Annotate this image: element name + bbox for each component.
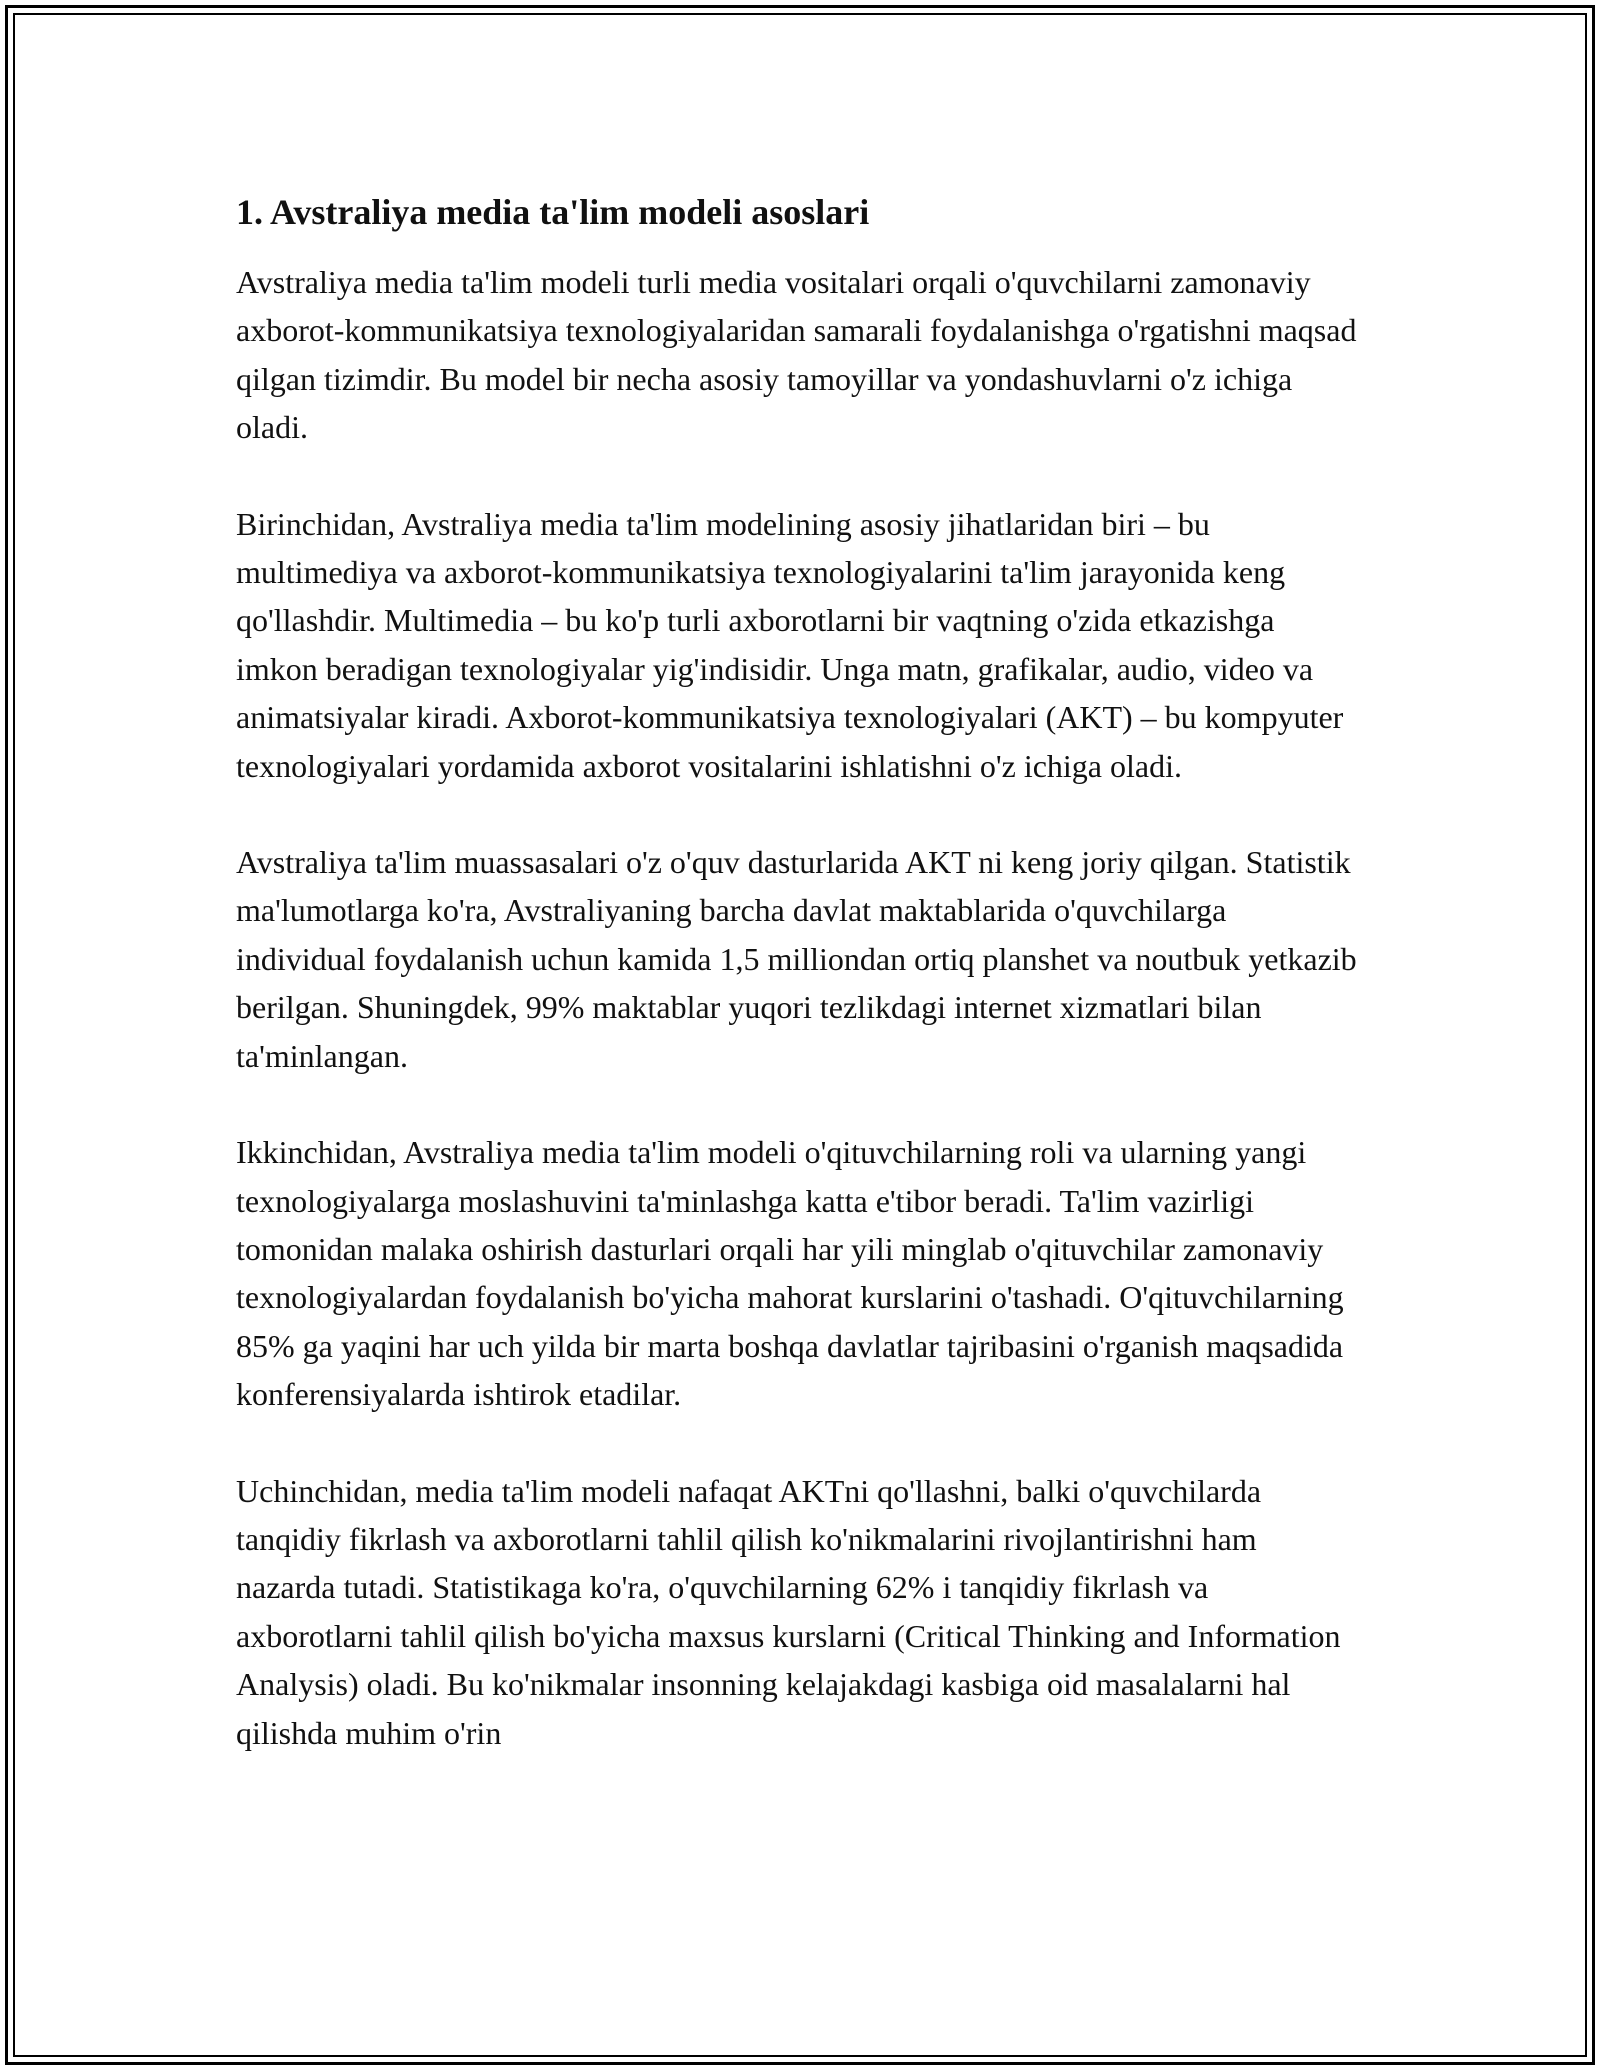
document-body xyxy=(236,188,1364,1757)
paragraph-intro: Avstraliya media ta'lim modeli turli media vositalari orqali o'quvchilarni zamonaviy axborot-kommunikatsiya texnologiyalaridan samarali foydalanishga o'rgatishni maqsad qilgan tizimdir. Bu model bir necha asosiy tamoyillar va yondashuvlarni o'z ichiga oladi. xyxy=(236,264,1357,446)
section-heading: 1. Avstraliya media ta'lim modeli asoslari xyxy=(236,192,870,232)
paragraph-statistics: Avstraliya ta'lim muassasalari o'z o'quv dasturlarida AKT ni keng joriy qilgan. Statistik ma'lumotlarga ko'ra, Avstraliyaning barcha davlat maktablarida o'quvchilarga individual foydalanish uchun kamida 1,5 milliondan ortiq planshet va noutbuk yetkazib berilgan. Shuningdek, 99% maktablar yuqori tezlikdagi internet xizmatlari bilan ta'minlangan. xyxy=(236,844,1357,1074)
paragraph-first-point: Birinchidan, Avstraliya media ta'lim modelining asosiy jihatlaridan biri – bu multimediya va axborot-kommunikatsiya texnologiyalarini ta'lim jarayonida keng qo'llashdir. Multimedia – bu ko'p turli axborotlarni bir vaqtning o'zida etkazishga imkon beradigan texnologiyalar yig'indisidir. Unga matn, grafikalar, audio, video va animatsiyalar kiradi. Axborot-kommunikatsiya texnologiyalari (AKT) – bu kompyuter texnologiyalari yordamida axborot vositalarini ishlatishni o'z ichiga oladi. xyxy=(236,505,1344,784)
paragraph-second-point: Ikkinchidan, Avstraliya media ta'lim modeli o'qituvchilarning roli va ularning yangi texnologiyalarga moslashuvini ta'minlashga katta e'tibor beradi. Ta'lim vazirligi tomonidan malaka oshirish dasturlari orqali har yili minglab o'qituvchilar zamonaviy texnologiyalardan foydalanish bo'yicha mahorat kurslarini o'tashadi. O'qituvchilarning 85% ga yaqini har uch yilda bir marta boshqa davlatlar tajribasini o'rganish maqsadida konferensiyalarda ishtirok etadilar. xyxy=(236,1134,1344,1413)
paragraph-third-point: Uchinchidan, media ta'lim modeli nafaqat AKTni qo'llashni, balki o'quvchilarda tanqidiy fikrlash va axborotlarni tahlil qilish ko'nikmalarini rivojlantirishni ham nazarda tutadi. Statistikaga ko'ra, o'quvchilarning 62% i tanqidiy fikrlash va axborotlarni tahlil qilish bo'yicha maxsus kurslarni (Critical Thinking and Information Analysis) oladi. Bu ko'nikmalar insonning kelajakdagi kasbiga oid masalalarni hal qilishda muhim o'rin xyxy=(236,1472,1341,1751)
